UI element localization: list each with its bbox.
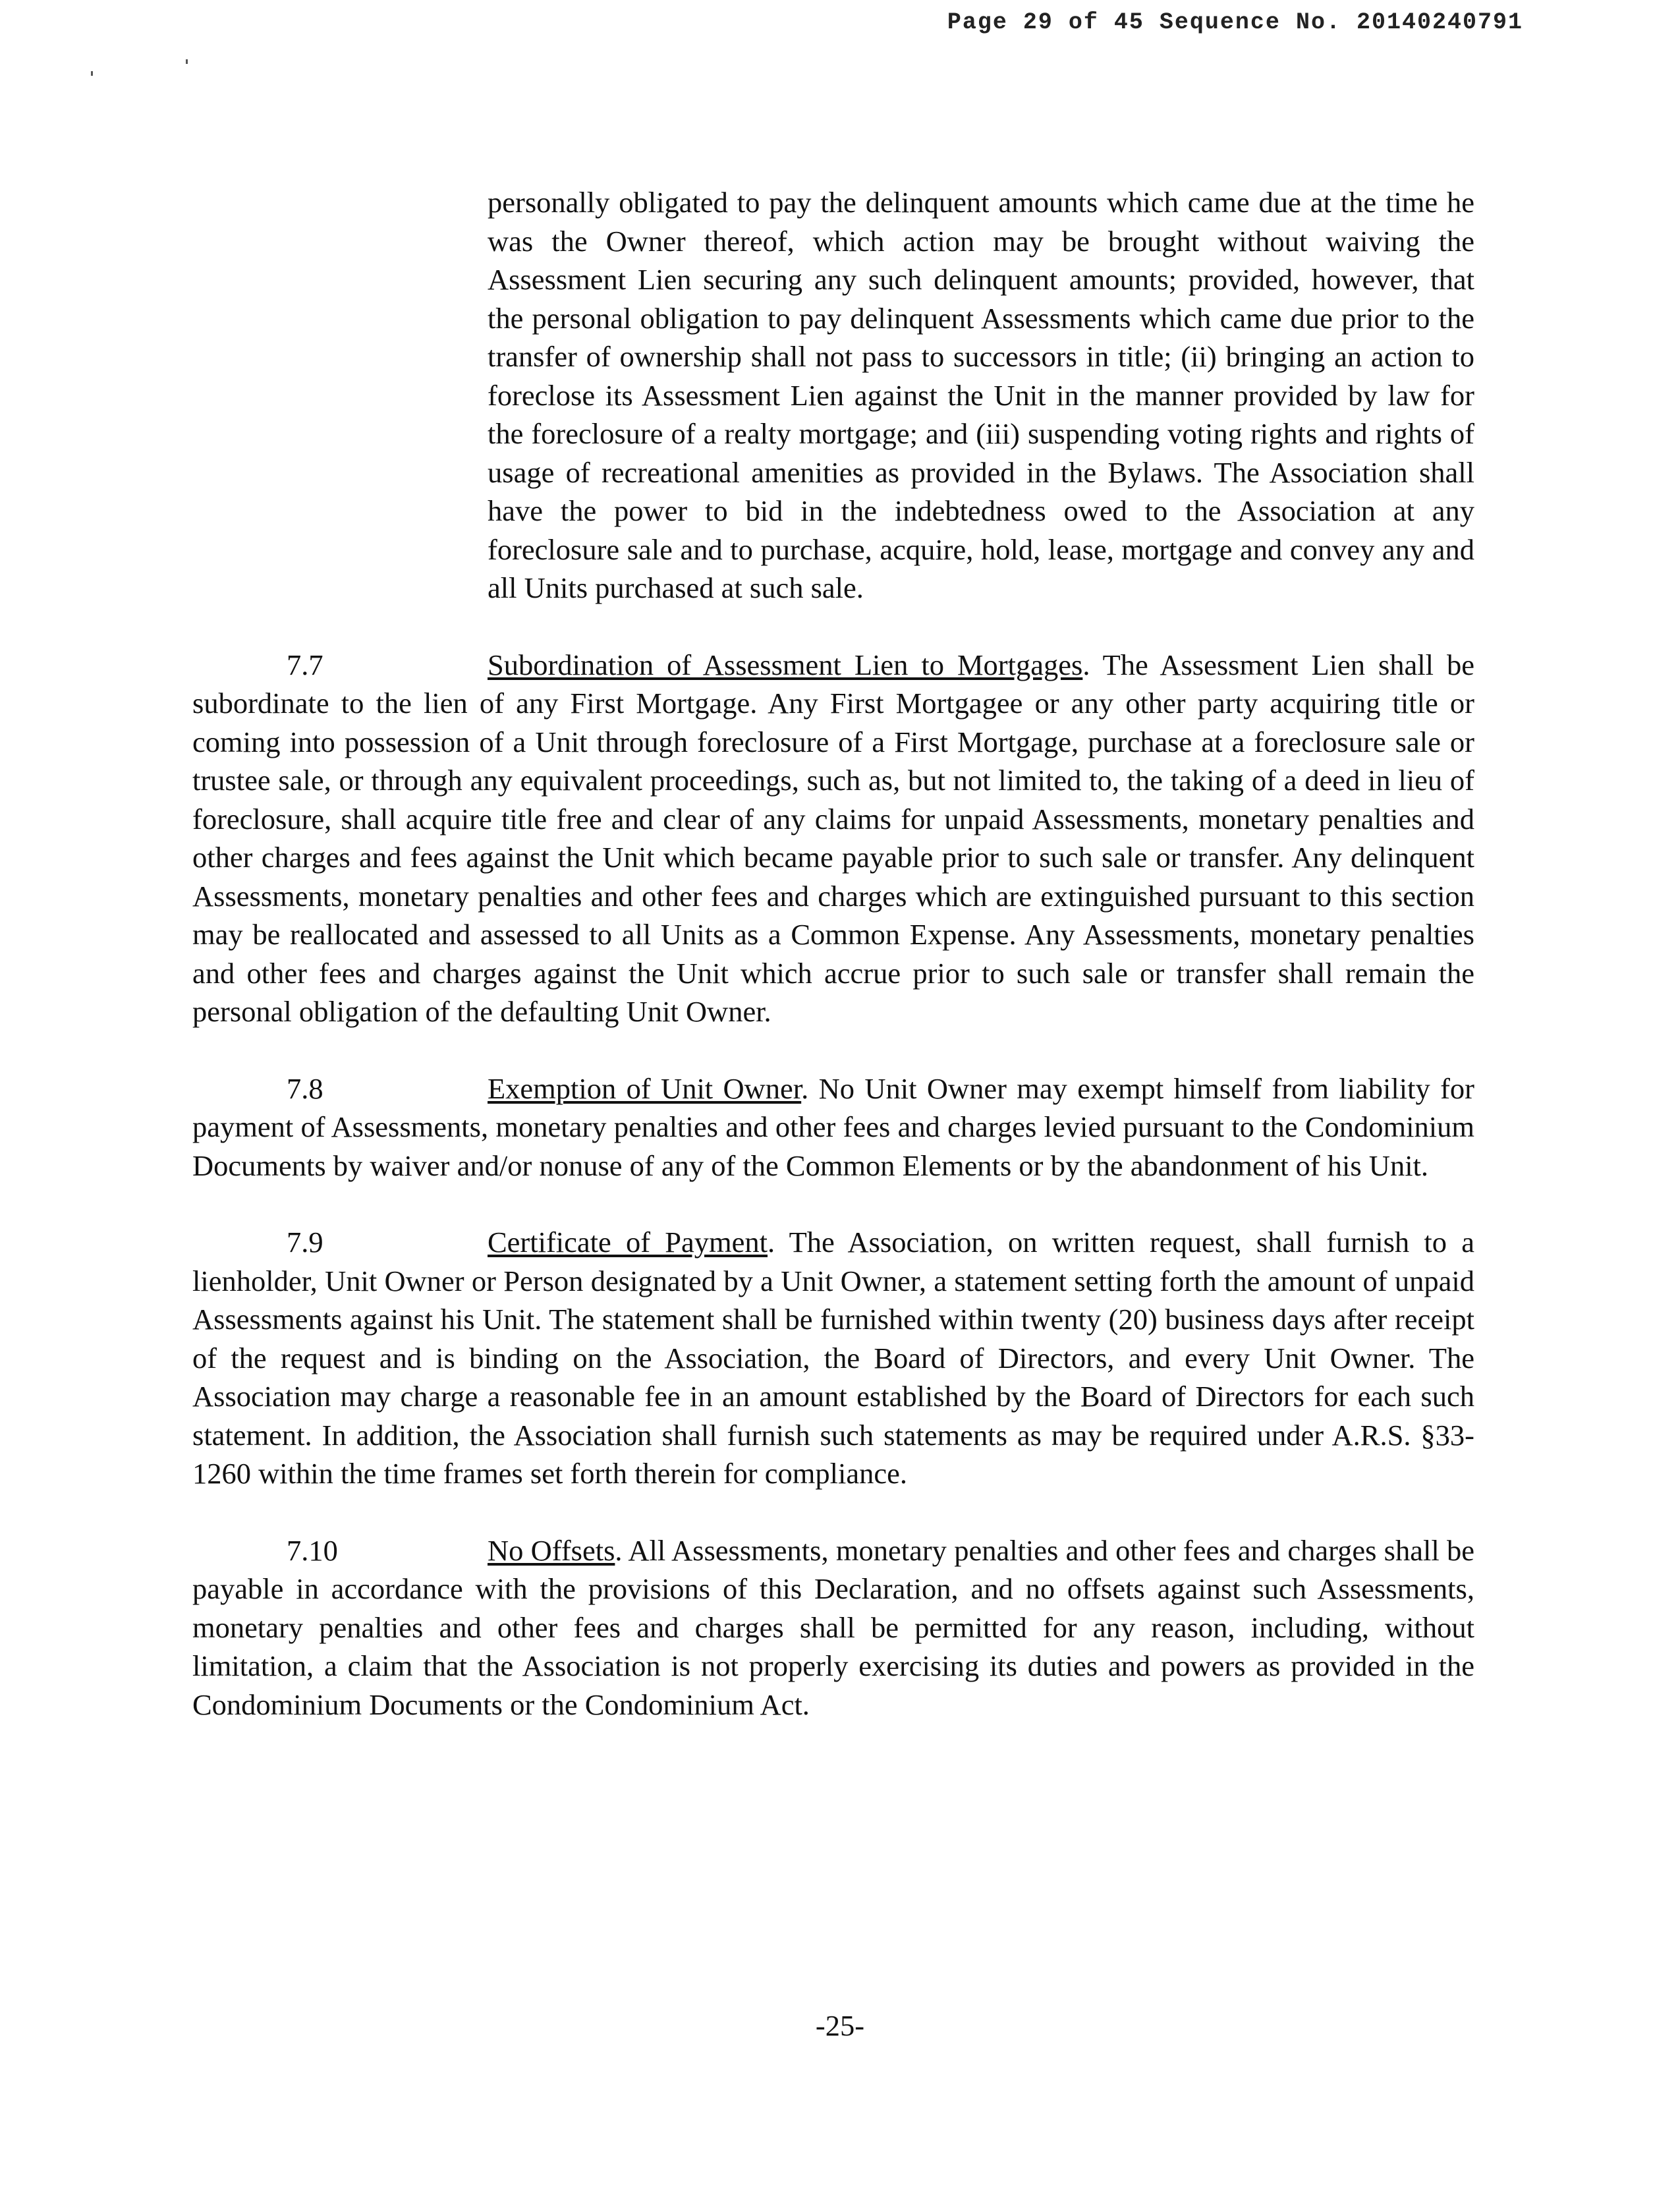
section-number: 7.10: [287, 1533, 338, 1567]
section-title: Exemption of Unit Owner: [488, 1071, 802, 1105]
section-body: . All Assessments, monetary penalties and other fees and charges shall be payable in accordance with the provisions of this Declaration, and no offsets against such Assessments, monetary penalties and other fees and charges shall be permitted for any reason, including, without limitation, a claim that the Association is not properly exercising its duties and powers as provided in the Condominium Documents or the Condominium Act.: [192, 1533, 1475, 1721]
section-title: No Offsets: [488, 1533, 615, 1567]
scan-speck: [91, 71, 93, 76]
section-body: . The Association, on written request, shall furnish to a lienholder, Unit Owner or Person designated by a Unit Owner, a statement setting forth the amount of unpaid Assessments against his Unit. The statement shall be furnished within twenty (20) business days after receipt of the request and is binding on the Association, the Board of Directors, and every Unit Owner. The Association may charge a reasonable fee in an amount established by the Board of Directors for each such statement. In addition, the Association shall furnish such statements as may be required under A.R.S. §33-1260 within the time frames set forth therein for compliance.: [192, 1226, 1474, 1490]
page-number: -25-: [815, 2009, 865, 2042]
section-7-8: [192, 1069, 1474, 1185]
section-title: Subordination of Assessment Lien to Mortgages: [488, 648, 1083, 681]
section-number: 7.8: [287, 1071, 323, 1105]
section-body: . The Assessment Lien shall be subordinate to the lien of any First Mortgage. Any First Mortgagee or any other party acquiring title or coming into possession of a Unit through foreclosure of a First Mortgage, purchase at a foreclosure sale or trustee sale, or through any equivalent proceedings, such as, but not limited to, the taking of a deed in lieu of foreclosure, shall acquire title free and clear of any claims for unpaid Assessments, monetary penalties and other charges and fees against the Unit which became payable prior to such sale or transfer. Any delinquent Assessments, monetary penalties and other fees and charges which are extinguished pursuant to this section may be reallocated and assessed to all Units as a Common Expense. Any Assessments, monetary penalties and other fees and charges against the Unit which accrue prior to such sale or transfer shall remain the personal obligation of the defaulting Unit Owner.: [192, 648, 1475, 1028]
section-body: . No Unit Owner may exempt himself from liability for payment of Assessments, monetary penalties and other fees and charges levied pursuant to the Condominium Documents by waiver and/or nonuse of any of the Common Elements or by the abandonment of his Unit.: [192, 1071, 1474, 1182]
section-title: Certificate of Payment: [488, 1226, 768, 1259]
section-7-9: [192, 1223, 1474, 1493]
section-number: 7.9: [287, 1226, 323, 1259]
section-7-7: [192, 646, 1474, 1031]
continued-paragraph: personally obligated to pay the delinquent amounts which came due at the time he was the Owner thereof, which action may be brought without waiving the Assessment Lien securing any such delinquent amounts; provided, however, that the personal obligation to pay delinquent Assessments which came due prior to the transfer of ownership shall not pass to successors in title; (ii) bringing an action to foreclose its Assessment Lien against the Unit in the manner provided by law for the foreclosure of a realty mortgage; and (iii) suspending voting rights and rights of usage of recreational amenities as provided in the Bylaws. The Association shall have the power to bid in the indebtedness owed to the Association at any foreclosure sale and to purchase, acquire, hold, lease, mortgage and convey any and all Units purchased at such sale.: [488, 186, 1474, 604]
recording-stamp: Page 29 of 45 Sequence No. 20140240791: [947, 9, 1523, 36]
section-number: 7.7: [287, 648, 323, 681]
document-body: [192, 183, 1474, 1762]
section-7-10: [192, 1531, 1474, 1724]
scan-speck: [186, 59, 188, 64]
